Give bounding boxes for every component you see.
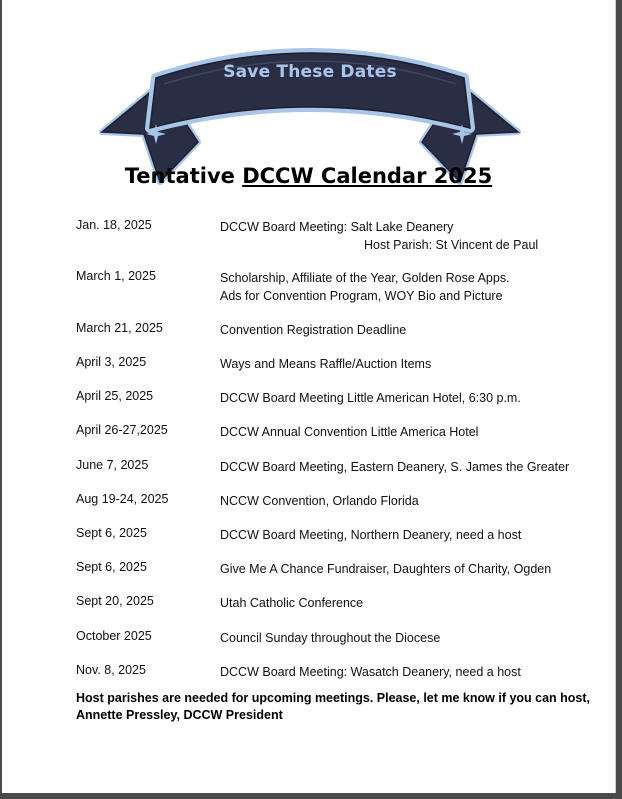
event-text: DCCW Board Meeting Little American Hotel, 6:30 p.m. (220, 391, 521, 405)
event-subtext: Host Parish: St Vincent de Paul (364, 238, 539, 252)
event-date: Aug 19-24, 2025 (76, 492, 169, 506)
event-text: NCCW Convention, Orlando Florida (220, 494, 419, 508)
event-text: Give Me A Chance Fundraiser, Daughters of Charity, Ogden (220, 562, 552, 576)
document-page (2, 0, 616, 793)
event-text: DCCW Board Meeting: Wasatch Deanery, need a host (220, 665, 521, 679)
event-date: Nov. 8, 2025 (76, 663, 146, 677)
event-date: October 2025 (76, 629, 152, 643)
event-text: Council Sunday throughout the Diocese (220, 631, 441, 645)
event-date: March 1, 2025 (76, 269, 156, 283)
title-prefix: Tentative (124, 164, 243, 188)
event-date: March 21, 2025 (76, 321, 163, 335)
page-title (2, 164, 615, 188)
event-date: April 25, 2025 (76, 389, 154, 403)
event-date: Sept 6, 2025 (76, 560, 147, 574)
event-date: June 7, 2025 (76, 458, 149, 472)
event-date: Sept 6, 2025 (76, 526, 147, 540)
event-description (220, 269, 510, 305)
footer-line1: Host parishes are needed for upcoming meetings. Please, let me know if you can host, (76, 691, 591, 705)
event-text: DCCW Board Meeting: Salt Lake Deanery (220, 220, 454, 234)
event-date: April 26-27,2025 (76, 423, 168, 437)
event-date: Jan. 18, 2025 (76, 218, 152, 232)
event-text: Convention Registration Deadline (220, 323, 407, 337)
event-text: DCCW Board Meeting, Eastern Deanery, S. James the Greater (220, 460, 570, 474)
event-description (220, 218, 538, 254)
title-underlined: DCCW Calendar 2025 (242, 164, 493, 188)
footer-line2: Annette Pressley, DCCW President (76, 708, 283, 722)
event-text: Utah Catholic Conference (220, 596, 364, 610)
banner-text: Save These Dates (223, 62, 397, 82)
event-date: Sept 20, 2025 (76, 594, 154, 608)
event-text: DCCW Board Meeting, Northern Deanery, need a host (220, 528, 522, 542)
event-text: DCCW Annual Convention Little America Hotel (220, 425, 479, 439)
event-text: Ways and Means Raffle/Auction Items (220, 357, 432, 371)
footer-note (76, 690, 596, 724)
event-text-line2: Ads for Convention Program, WOY Bio and Picture (220, 289, 503, 303)
event-date: April 3, 2025 (76, 355, 147, 369)
event-text: Scholarship, Affiliate of the Year, Golden Rose Apps. (220, 271, 510, 285)
